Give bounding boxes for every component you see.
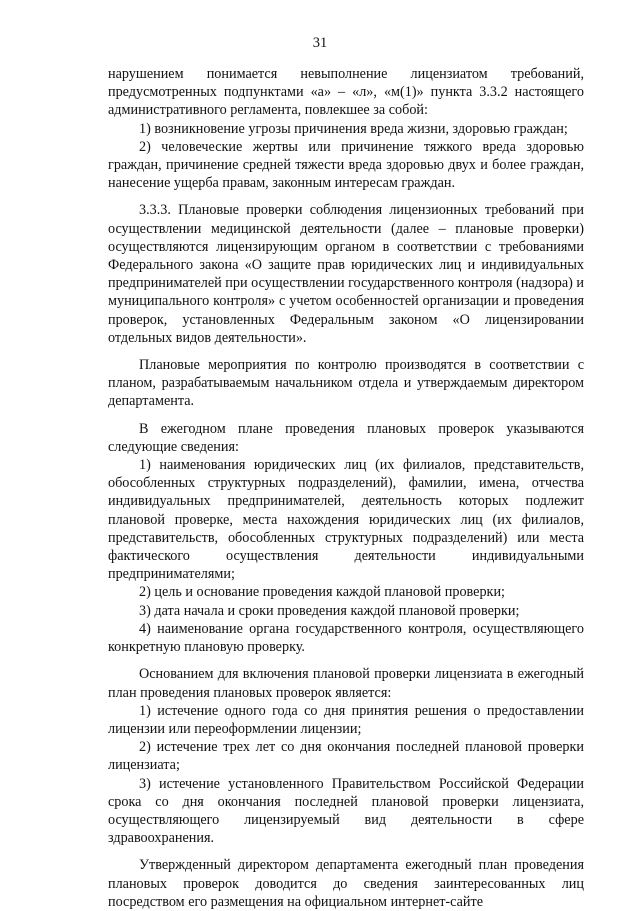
paragraph-continuation: нарушением понимается невыполнение лицензиатом требований, предусмотренных подпунктами «а» – «л», «м(1)» пункта 3.3.2 настоящего административного регламента, повлекшее за собой: (108, 66, 584, 119)
list-item-authority: 4) наименование органа государственного контроля, осуществляющего конкретную плановую проверку. (108, 620, 584, 656)
paragraph-approved-plan: Утвержденный директором департамента ежегодный план проведения плановых проверок доводится до сведения заинтересованных лиц посредством его размещения на официальном интернет-сайте (108, 857, 584, 910)
paragraph-annual-plan: В ежегодном плане проведения плановых проверок указываются следующие сведения: (108, 420, 584, 455)
paragraph-grounds: Основанием для включения плановой проверки лицензиата в ежегодный план проведения плановых проверок является: (108, 666, 584, 701)
list-item-purpose: 2) цель и основание проведения каждой плановой проверки; (139, 584, 505, 601)
document-body (108, 65, 584, 911)
list-item-threat: 1) возникновение угрозы причинения вреда жизни, здоровью граждан; (139, 120, 568, 137)
paragraph-planned-measures: Плановые мероприятия по контролю производятся в соответствии с планом, разрабатываемым начальником отдела и утверждаемым директором департамента. (108, 357, 584, 410)
list-item-dates: 3) дата начала и сроки проведения каждой плановой проверки; (139, 602, 520, 619)
list-item-names: 1) наименования юридических лиц (их филиалов, представительств, обособленных структурных подразделений), фамилии, имена, отчества индивидуальных предпринимателей, деятельность которых подлежит плановой проверке, места нахождения юридических лиц (их филиалов, представительств, обособленных структурных подразделений) или места фактического осуществления деятельности индивидуальными предпринимателями; (108, 457, 584, 583)
paragraph-3-3-3: 3.3.3. Плановые проверки соблюдения лицензионных требований при осуществлении медицинской деятельности (далее – плановые проверки) осуществляются лицензирующим органом в соответствии с требованиями Федерального закона «О защите прав юридических лиц и индивидуальных предпринимателей при осуществлении государственного контроля (надзора) и муниципального контроля» с учетом особенностей организации и проведения проверок, установленных Федеральным законом «О лицензировании отдельных видов деятельности». (108, 202, 584, 346)
page-number: 31 (312, 35, 328, 51)
list-item-government-term: 3) истечение установленного Правительством Российской Федерации срока со дня окончания последней плановой проверки лицензиата, осуществляющего лицензируемый вид деятельности в сфере здравоохранения. (108, 775, 584, 847)
list-item-victims: 2) человеческие жертвы или причинение тяжкого вреда здоровью граждан, причинение средней тяжести вреда здоровью двух и более граждан, нанесение ущерба правам, законным интересам граждан. (108, 138, 584, 192)
list-item-three-years: 2) истечение трех лет со дня окончания последней плановой проверки лицензиата; (108, 739, 584, 774)
list-item-one-year: 1) истечение одного года со дня принятия решения о предоставлении лицензии или переоформлении лицензии; (108, 702, 584, 737)
